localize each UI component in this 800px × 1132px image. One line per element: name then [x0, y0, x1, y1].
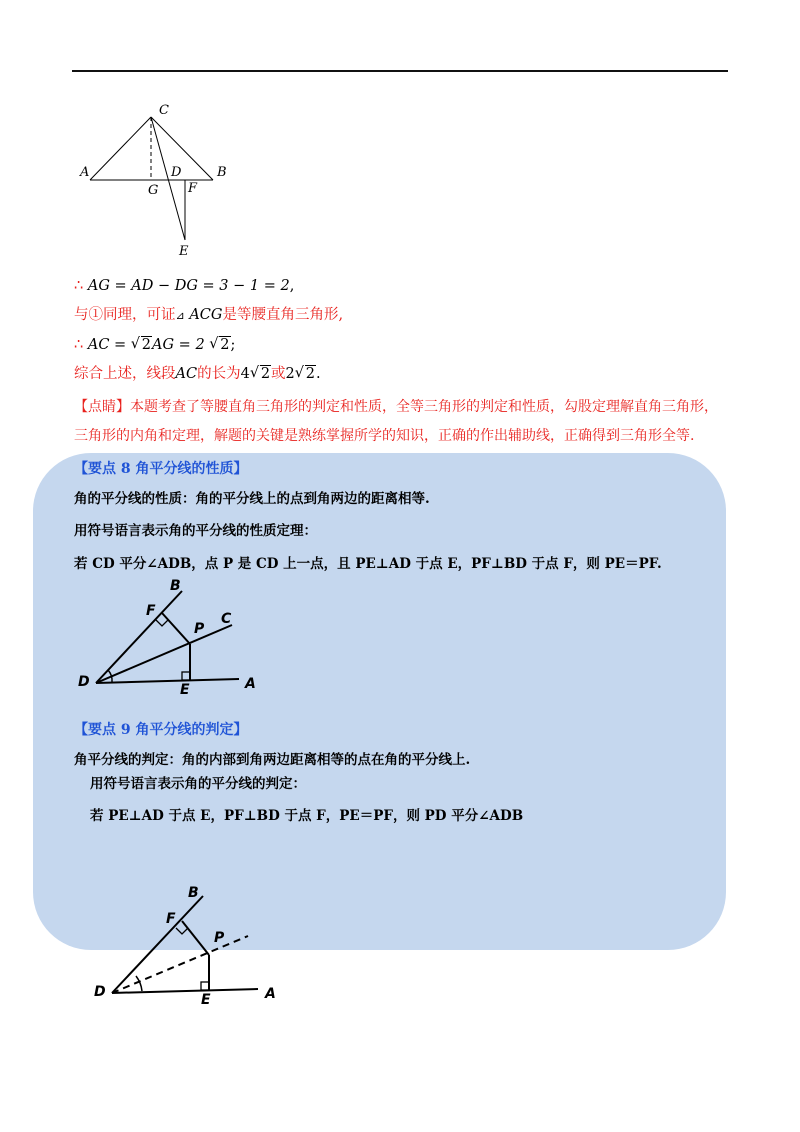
fig3-label-e: E: [201, 992, 211, 1008]
bisector-determination-figure: [88, 880, 288, 1010]
solution-line-4: 综合上述，线段AC的长为4√ 2或2√ 2.: [74, 364, 321, 384]
solution-line-3: ∴ AC = √ 2AG = 2 √ 2;: [74, 335, 235, 355]
kp9-definition: 角平分线的判定：角的内部到角两边距离相等的点在角的平分线上.: [74, 752, 471, 768]
label-c: C: [159, 103, 169, 118]
kp9-symbol-intro: 用符号语言表示角的平分线的判定：: [90, 776, 306, 792]
fig3-label-d: D: [94, 984, 106, 1000]
solution-line-2: 与①同理，可证⊿ ACG是等腰直角三角形,: [74, 307, 344, 323]
triangle-figure: [78, 100, 238, 260]
kp8-statement: 若 CD 平分∠ADB，点 P 是 CD 上一点，且 PE⊥AD 于点 E，PF⊥BD 于点 F，则 PE＝PF.: [74, 556, 662, 572]
fig2-label-c: C: [221, 611, 232, 627]
fig3-label-a: A: [265, 986, 276, 1002]
fig3-label-p: P: [214, 930, 225, 946]
kp8-heading: 【要点 8 角平分线的性质】: [74, 461, 248, 477]
comment-line-1: 【点睛】本题考查了等腰直角三角形的判定和性质，全等三角形的判定和性质，勾股定理解直角三角形，: [74, 399, 718, 415]
label-f: F: [188, 181, 198, 196]
kp8-symbol-intro: 用符号语言表示角的平分线的性质定理：: [74, 523, 317, 539]
label-a: A: [80, 165, 90, 180]
header-rule: [72, 70, 728, 72]
label-b: B: [217, 165, 227, 180]
fig2-label-a: A: [245, 676, 256, 692]
kp9-heading: 【要点 9 角平分线的判定】: [74, 722, 248, 738]
bisector-property-figure: [74, 575, 274, 700]
label-g: G: [148, 183, 159, 198]
comment-line-2: 三角形的内角和定理，解题的关键是熟练掌握所学的知识，正确的作出辅助线，正确得到三角形全等.: [74, 428, 695, 444]
fig3-label-f: F: [166, 911, 176, 927]
label-e: E: [179, 244, 189, 259]
fig2-label-f: F: [146, 603, 156, 619]
label-d: D: [171, 165, 182, 180]
fig2-label-b: B: [170, 578, 181, 594]
solution-line-1: ∴ AG = AD − DG = 3 − 1 = 2,: [74, 278, 295, 294]
fig2-label-d: D: [78, 674, 90, 690]
fig2-label-e: E: [180, 682, 190, 698]
kp9-statement: 若 PE⊥AD 于点 E，PF⊥BD 于点 F，PE＝PF，则 PD 平分∠ADB: [90, 808, 524, 824]
fig3-label-b: B: [188, 885, 199, 901]
kp8-definition: 角的平分线的性质：角的平分线上的点到角两边的距离相等.: [74, 491, 430, 507]
fig2-label-p: P: [194, 621, 205, 637]
